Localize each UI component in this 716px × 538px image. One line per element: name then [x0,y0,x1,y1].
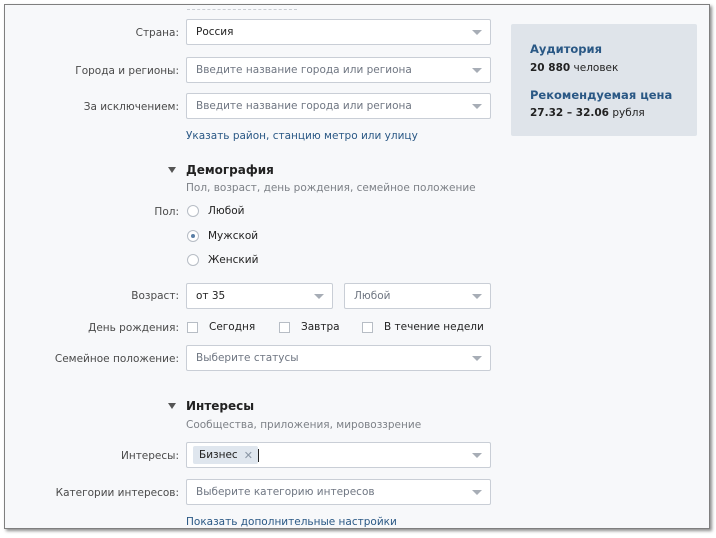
checkbox-icon [187,322,198,333]
marital-select[interactable] [186,345,491,371]
checkbox-label: Завтра [301,321,340,333]
audience-unit: человек [573,62,619,74]
marital-placeholder: Выберите статусы [196,352,299,364]
age-from-select[interactable] [186,283,333,309]
dropdown-arrow-icon [472,104,482,109]
cropped-element [187,4,297,10]
text-cursor [258,449,259,462]
interests-input[interactable] [186,442,491,468]
price-value [530,107,645,119]
ad-targeting-form [4,4,710,529]
dropdown-arrow-icon [472,453,482,458]
categories-label: Категории интересов: [55,487,179,499]
remove-tag-icon[interactable]: ✕ [243,448,253,462]
birthday-label: День рождения: [88,322,179,334]
checkbox-icon [279,322,290,333]
cities-label: Города и регионы: [75,65,179,77]
dropdown-arrow-icon [314,294,324,299]
interest-tag-label: Бизнес [199,449,238,461]
birthday-today-checkbox[interactable] [187,321,255,333]
demography-title[interactable]: Демография [186,163,274,177]
dropdown-arrow-icon [472,30,482,35]
audience-number: 20 880 [530,62,571,74]
radio-icon [187,205,199,217]
dropdown-arrow-icon [472,294,482,299]
marital-label: Семейное положение: [54,353,179,365]
interests-title[interactable]: Интересы [186,399,255,413]
price-unit: рубля [612,107,645,119]
except-label: За исключением: [83,101,179,113]
audience-title: Аудитория [530,42,602,56]
collapse-triangle-icon[interactable] [168,167,176,173]
radio-icon [187,254,199,266]
age-from-value: от 35 [196,290,226,302]
age-to-value: Любой [354,290,391,302]
gender-option-label: Мужской [208,230,259,242]
cities-input[interactable] [186,57,491,83]
checkbox-label: Сегодня [209,321,256,333]
audience-count [530,62,618,74]
radio-selected-icon [187,230,199,242]
interests-label: Интересы: [120,450,179,462]
price-range: 27.32 – 32.06 [530,107,609,119]
gender-option-label: Женский [208,254,259,266]
checkbox-label: В течение недели [384,321,484,333]
interests-subtitle: Сообщества, приложения, мировоззрение [186,419,422,431]
age-to-select[interactable] [344,283,491,309]
cities-placeholder: Введите название города или региона [196,64,412,76]
gender-option-female[interactable] [187,254,258,266]
categories-select[interactable] [186,479,491,505]
country-label: Страна: [135,27,179,39]
birthday-tomorrow-checkbox[interactable] [279,321,340,333]
demography-subtitle: Пол, возраст, день рождения, семейное положение [186,182,476,194]
price-title: Рекомендуемая цена [530,88,673,102]
collapse-triangle-icon[interactable] [168,403,176,409]
birthday-week-checkbox[interactable] [362,321,484,333]
except-input[interactable] [186,93,491,119]
interest-tag [193,446,258,464]
dropdown-arrow-icon [472,68,482,73]
audience-panel [511,24,697,136]
age-label: Возраст: [131,290,179,302]
dropdown-arrow-icon [472,490,482,495]
dropdown-arrow-icon [472,356,482,361]
country-select[interactable] [186,19,491,45]
checkbox-icon [362,322,373,333]
gender-label: Пол: [154,206,179,218]
except-placeholder: Введите название города или региона [196,100,412,112]
more-settings-link[interactable]: Показать дополнительные настройки [186,516,397,528]
gender-option-label: Любой [208,205,245,217]
gender-option-male[interactable] [187,230,258,242]
country-value: Россия [196,26,234,38]
gender-option-any[interactable] [187,205,244,217]
categories-placeholder: Выберите категорию интересов [196,486,375,498]
district-link[interactable]: Указать район, станцию метро или улицу [186,130,418,142]
